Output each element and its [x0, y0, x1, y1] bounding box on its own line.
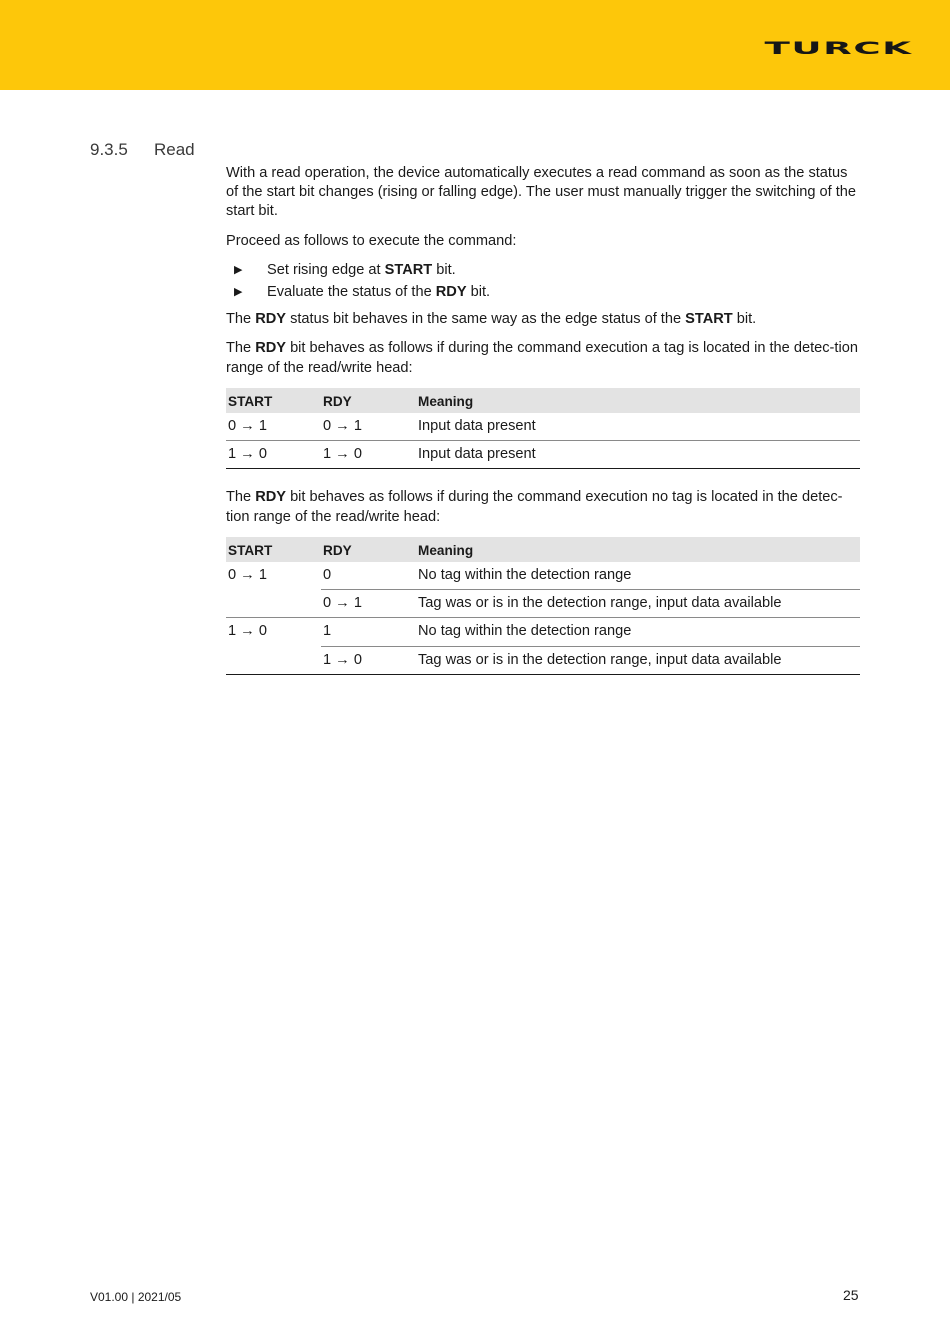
- table-no-tag: [226, 537, 860, 675]
- paragraph-no-tag: The RDY bit behaves as follows if during the command execution no tag is located in the detec-tion range of the read/write head:: [226, 489, 843, 525]
- table-row: 1 → 0 1 → 0 Input data present: [226, 441, 860, 469]
- table-row: 0 → 1 0 No tag within the detection range: [226, 562, 860, 590]
- paragraph-proceed: Proceed as follows to execute the command:: [226, 232, 517, 249]
- list-item: ▶ Evaluate the status of the RDY bit.: [226, 283, 860, 302]
- table-row: 1 → 0 1 No tag within the detection range: [226, 618, 860, 646]
- content: [226, 164, 860, 675]
- bullet-list: [226, 261, 860, 302]
- table-header: RDY: [321, 388, 416, 413]
- table-header: Meaning: [416, 388, 860, 413]
- table-header: Meaning: [416, 537, 860, 562]
- list-item: ▶ Set rising edge at START bit.: [226, 261, 860, 280]
- section-title: Read: [154, 140, 195, 159]
- triangle-bullet-icon: ▶: [234, 263, 243, 276]
- table-tag-present: [226, 388, 860, 470]
- table-row: 1 → 0 Tag was or is in the detection range, input data available: [226, 646, 860, 674]
- table-row: 0 → 1 0 → 1 Input data present: [226, 413, 860, 441]
- footer-version: V01.00 | 2021/05: [90, 1290, 182, 1304]
- table-header: START: [226, 388, 321, 413]
- paragraph-rdy-status: The RDY status bit behaves in the same way as the edge status of the START bit.: [226, 311, 757, 328]
- table-header: RDY: [321, 537, 416, 562]
- table-header: START: [226, 537, 321, 562]
- paragraph-intro: With a read operation, the device automatically executes a read command as soon as the status of the start bit changes (rising or falling edge). The user must manually trigger the switching of the start bit.: [226, 165, 857, 220]
- paragraph-tag-present: The RDY bit behaves as follows if during the command execution a tag is located in the detec-tion range of the read/write head:: [226, 340, 858, 376]
- triangle-bullet-icon: ▶: [234, 286, 243, 299]
- page-number: 25: [843, 1287, 859, 1303]
- turck-logo: TURCK: [764, 38, 913, 59]
- table-row: 0 → 1 Tag was or is in the detection range, input data available: [226, 590, 860, 618]
- section-number: 9.3.5: [90, 140, 128, 159]
